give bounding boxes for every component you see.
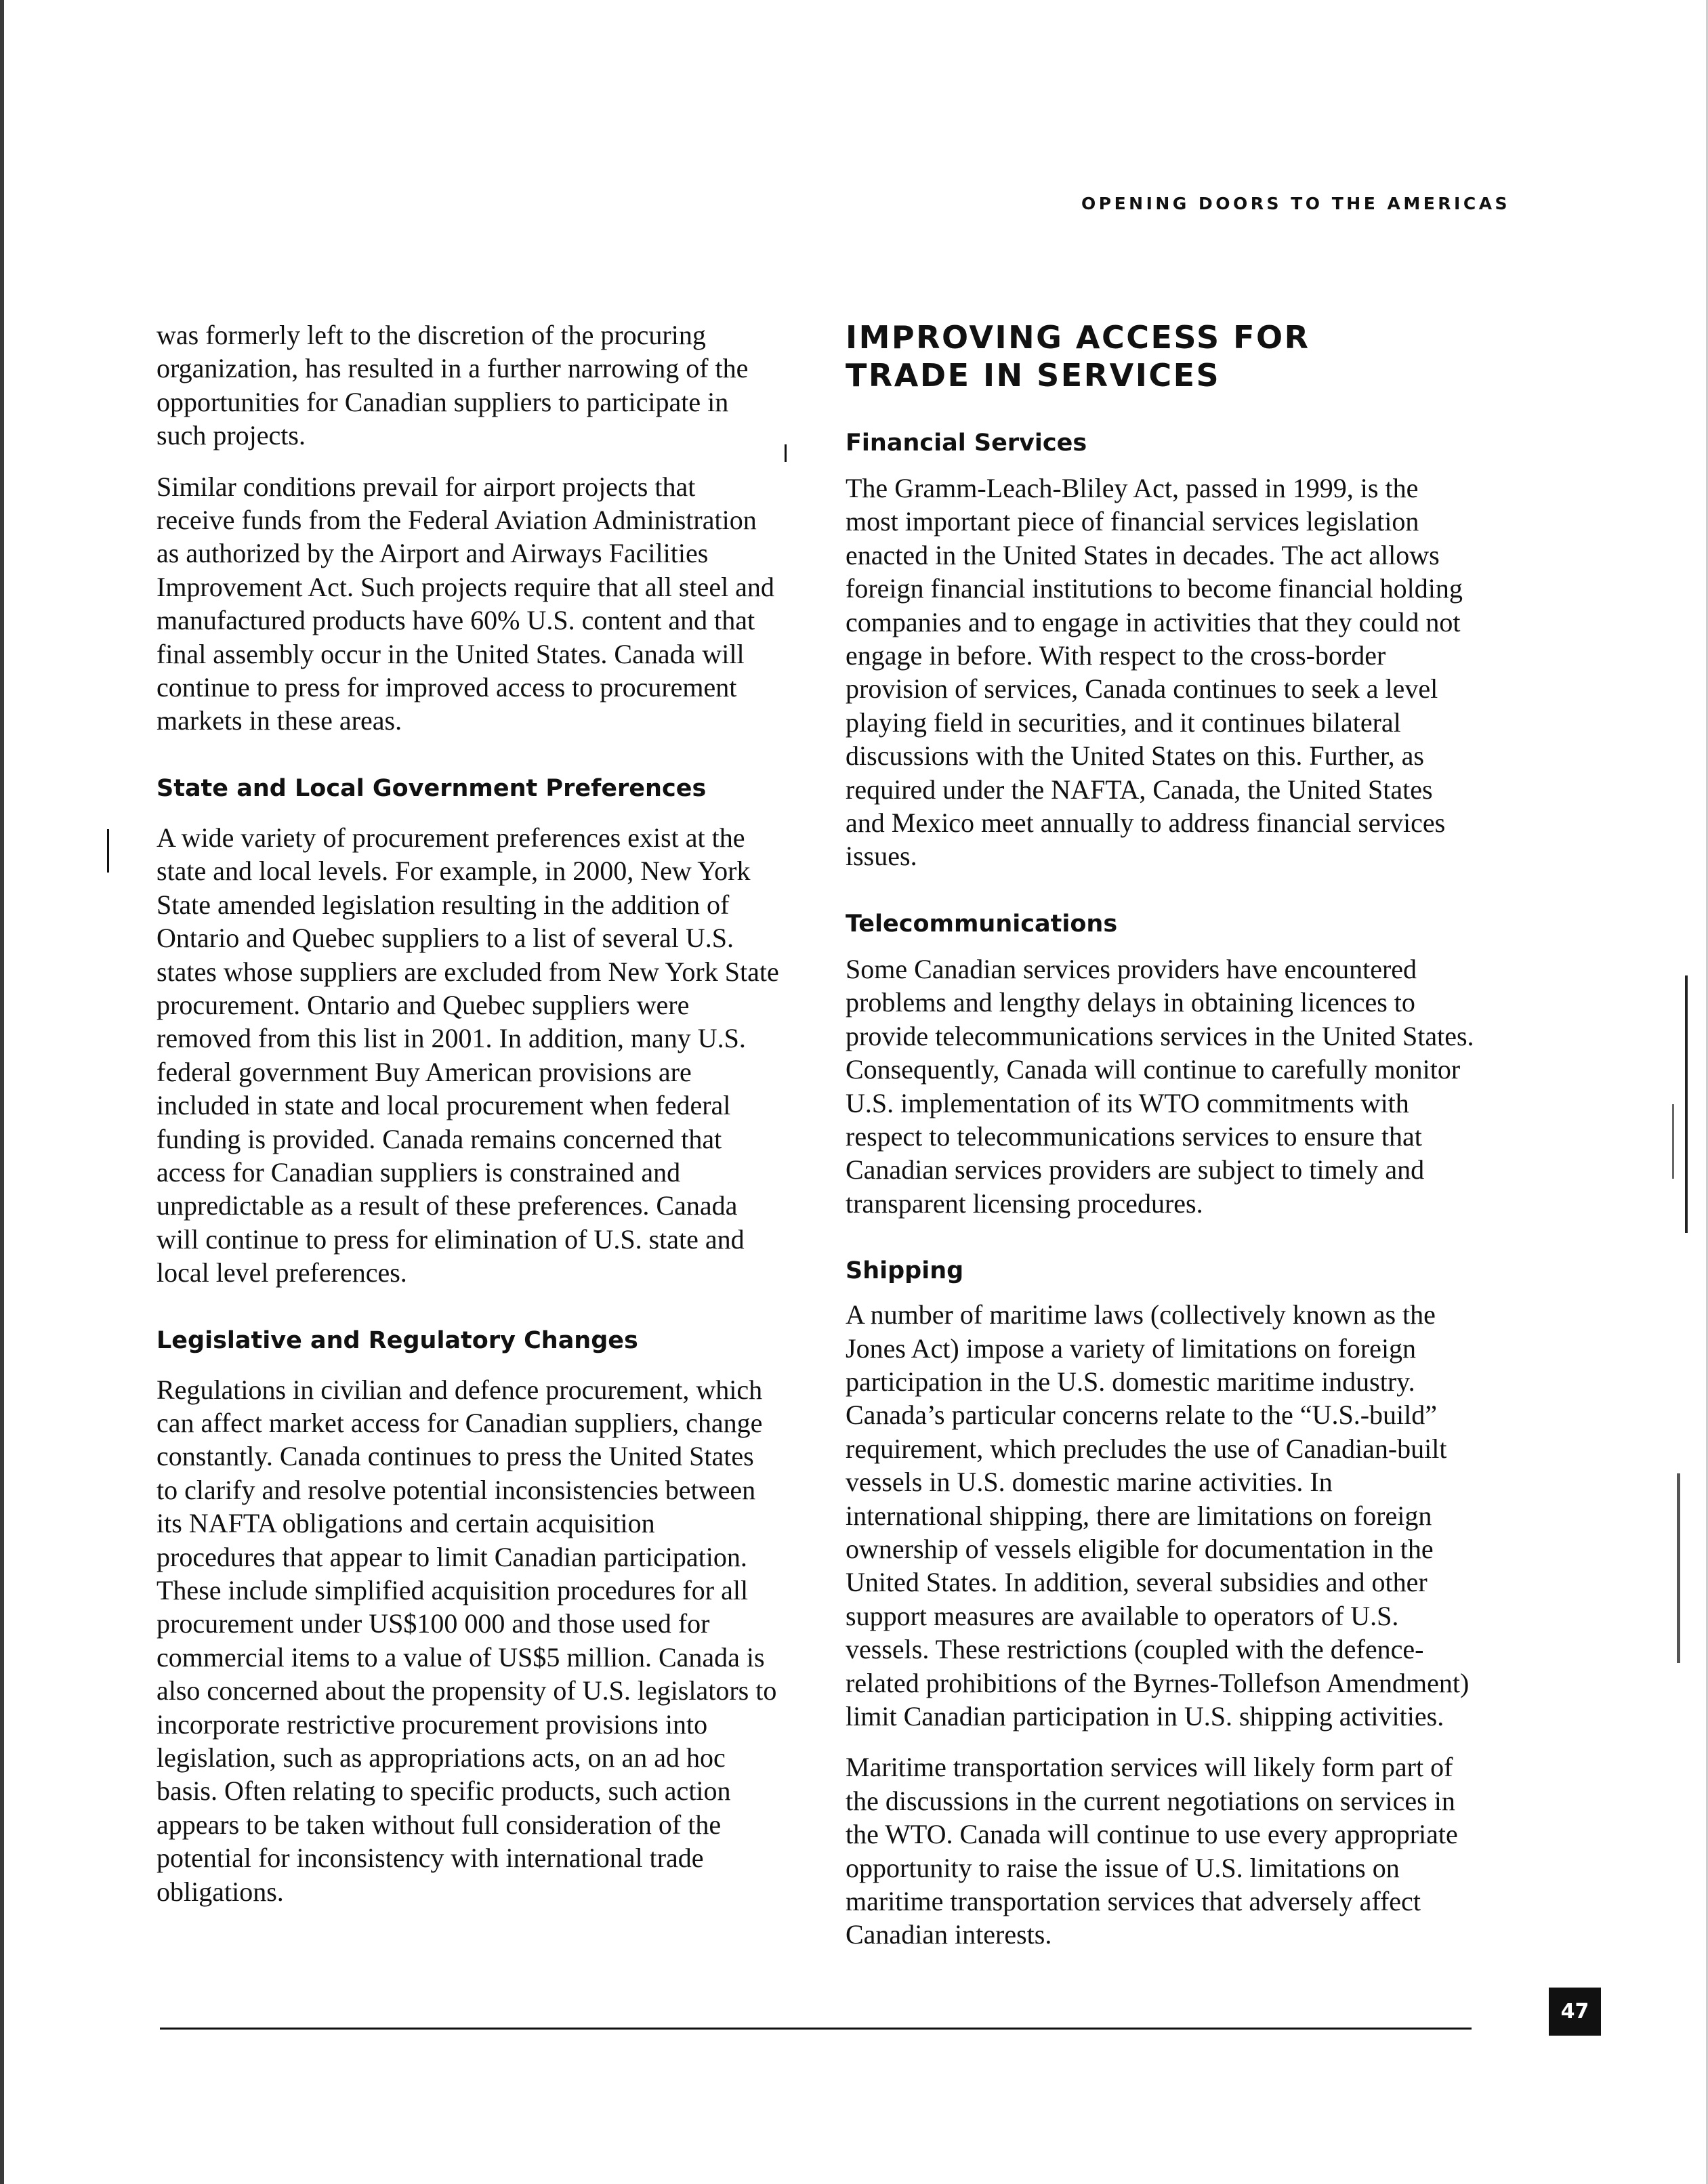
section-title-line-2: TRADE IN SERVICES <box>846 357 1221 394</box>
page-number: 47 <box>1549 1988 1601 2036</box>
change-bar <box>107 829 109 873</box>
paragraph-airport-projects: Similar conditions prevail for airport projects that receive funds from the Federal Aviation Administration as authorized by the Airport and Airways Facilities Improvement Act. Such projects require that all steel and manufactured products have 60% U.S. content and that final assembly occur in the United States. Canada will continue to press for improved access to procurement markets in these areas. <box>157 471 774 736</box>
paragraph-state-local-preferences: A wide variety of procurement preferences exist at the state and local levels. For example, in 2000, New York State amended legislation resulting in the addition of Ontario and Quebec suppliers to a list of several U.S. states whose suppliers are excluded from New York State procurement. Ontario and Quebec suppliers were removed from this list in 2001. In addition, many U.S. federal government Buy American provisions are included in state and local procurement when federal funding is provided. Canada remains concerned that access for Canadian suppliers is constrained and unpredictable as a result of these preferences. Canada will continue to press for elimination of U.S. state and local level preferences. <box>157 822 779 1288</box>
paragraph-continued: was formerly left to the discretion of the procuring organization, has resulted in a further narrowing of the opportunities for Canadian suppliers to participate in such projects. <box>157 320 749 451</box>
right-column <box>846 318 1476 1952</box>
heading-financial-services: Financial Services <box>846 429 1087 457</box>
scan-mark <box>1672 1104 1674 1179</box>
paragraph-legislative-regulatory: Regulations in civilian and defence procurement, which can affect market access for Canadian suppliers, change constantly. Canada continues to press the United States to clarify and resolve potential inconsistencies between its NAFTA obligations and certain acquisition procedures that appear to limit Canadian participation. These include simplified acquisition procedures for all procurement under US$100 000 and those used for commercial items to a value of US$5 million. Canada is also concerned about the propensity of U.S. legislators to incorporate restrictive procurement provisions into legislation, such as appropriations acts, on an ad hoc basis. Often relating to specific products, such action appears to be taken without full consideration of the potential for inconsistency with international trade obligations. <box>157 1374 777 1907</box>
change-bar <box>785 444 787 462</box>
scan-edge-left <box>0 0 4 2184</box>
section-title-line-1: IMPROVING ACCESS FOR <box>846 319 1310 356</box>
left-column <box>157 318 780 1908</box>
footer-rule <box>160 2028 1472 2030</box>
heading-shipping: Shipping <box>846 1257 964 1285</box>
paragraph-shipping-2: Maritime transportation services will likely form part of the discussions in the current negotiations on services in the WTO. Canada will continue to use every appropriate opportunity to raise the issue of U.S. limitations on maritime transportation services that adversely affect Canadian interests. <box>846 1752 1458 1950</box>
heading-telecommunications: Telecommunications <box>846 910 1118 938</box>
section-title <box>846 318 1476 394</box>
scan-mark <box>1685 975 1688 1233</box>
paragraph-shipping-1: A number of maritime laws (collectively known as the Jones Act) impose a variety of limitations on foreign participation in the U.S. domestic maritime industry. Canada’s particular concerns relate to the “U.S.-build” requirement, which precludes the use of Canadian-built vessels in U.S. domestic marine activities. In international shipping, there are limitations on foreign ownership of vessels eligible for documentation in the United States. In addition, several subsidies and other support measures are available to operators of U.S. vessels. These restrictions (coupled with the defence-related prohibitions of the Byrnes-Tollefson Amendment) limit Canadian participation in U.S. shipping activities. <box>846 1299 1470 1731</box>
paragraph-financial-services: The Gramm-Leach-Bliley Act, passed in 1999, is the most important piece of financial services legislation enacted in the United States in decades. The act allows foreign financial institutions to become financial holding companies and to engage in activities that they could not engage in before. With respect to the cross-border provision of services, Canada continues to seek a level playing field in securities, and it continues bilateral discussions with the United States on this. Further, as required under the NAFTA, Canada, the United States and Mexico meet annually to address financial services issues. <box>846 473 1463 872</box>
scan-mark <box>1677 1473 1680 1663</box>
heading-state-local-preferences: State and Local Government Preferences <box>157 774 707 802</box>
paragraph-telecommunications: Some Canadian services providers have encountered problems and lengthy delays in obtaining licences to provide telecommunications services in the United States. Consequently, Canada will continue to carefully monitor U.S. implementation of its WTO commitments with respect to telecommunications services to ensure that Canadian services providers are subject to timely and transparent licensing procedures. <box>846 953 1474 1219</box>
heading-legislative-regulatory: Legislative and Regulatory Changes <box>157 1326 638 1354</box>
running-head: OPENING DOORS TO THE AMERICAS <box>1081 194 1511 213</box>
